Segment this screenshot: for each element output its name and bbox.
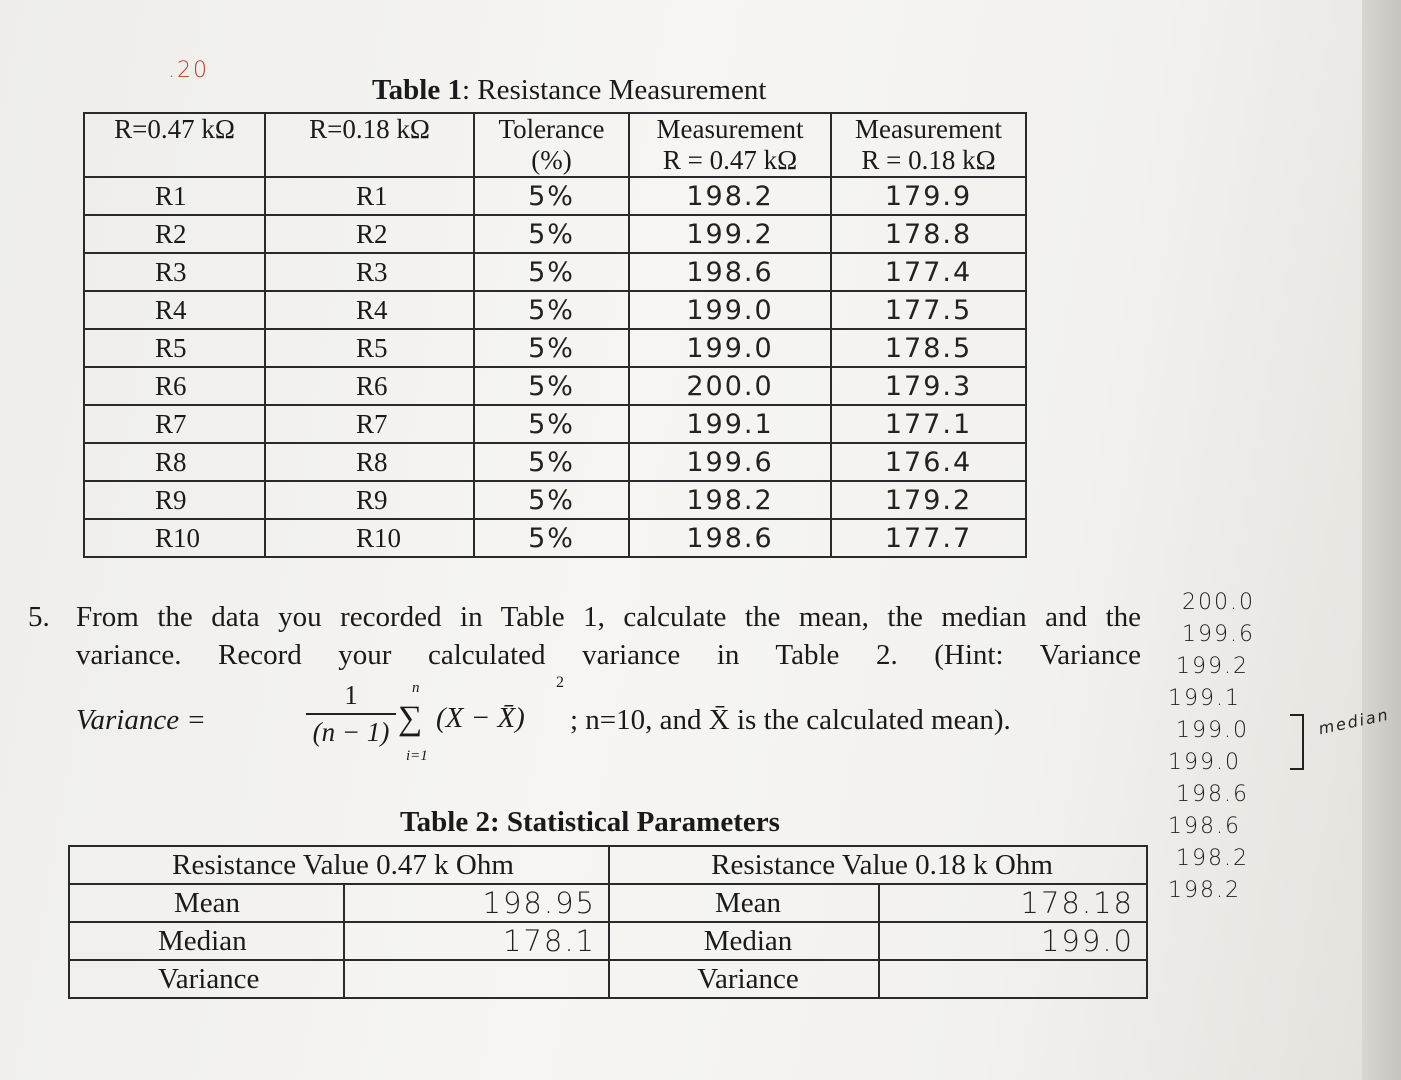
margin-note-value: 198.6 — [1168, 814, 1241, 839]
measurement-018: 177.4 — [831, 253, 1026, 291]
tolerance-value: 5% — [474, 443, 629, 481]
stat-label-018: Median — [609, 922, 879, 960]
resistor-label-018: R9 — [265, 481, 474, 519]
resistor-label-018: R10 — [265, 519, 474, 557]
variance-formula — [76, 674, 1076, 770]
stat-value-018: 178.18 — [879, 884, 1147, 922]
measurement-018: 179.3 — [831, 367, 1026, 405]
resistor-label-047: R2 — [84, 215, 265, 253]
table1-caption-bold: Table 1 — [372, 74, 462, 106]
measurement-018: 179.2 — [831, 481, 1026, 519]
margin-note-value: 200.0 — [1182, 590, 1255, 615]
stat-value-018: 199.0 — [879, 922, 1147, 960]
margin-note-value: 198.6 — [1176, 782, 1249, 807]
resistor-label-018: R3 — [265, 253, 474, 291]
measurement-047: 198.6 — [629, 519, 831, 557]
tolerance-value: 5% — [474, 367, 629, 405]
measurement-047: 199.0 — [629, 329, 831, 367]
table-row — [84, 519, 1026, 557]
median-note: median — [1316, 704, 1392, 739]
tolerance-value: 5% — [474, 481, 629, 519]
tolerance-value: 5% — [474, 519, 629, 557]
measurement-047: 198.2 — [629, 481, 831, 519]
resistor-label-018: R2 — [265, 215, 474, 253]
table1-caption — [372, 74, 766, 107]
stat-value-018 — [879, 960, 1147, 998]
stat-label-018: Variance — [609, 960, 879, 998]
median-bracket — [1290, 714, 1304, 770]
measurement-047: 198.6 — [629, 253, 831, 291]
handwritten-correction: .20 — [168, 58, 209, 83]
measurement-018: 177.1 — [831, 405, 1026, 443]
margin-note-value: 198.2 — [1168, 878, 1241, 903]
resistor-label-047: R10 — [84, 519, 265, 557]
resistor-label-047: R6 — [84, 367, 265, 405]
measurement-018: 179.9 — [831, 177, 1026, 215]
resistor-label-018: R5 — [265, 329, 474, 367]
table-row — [84, 253, 1026, 291]
statistics-table — [68, 845, 1148, 999]
resistor-label-047: R8 — [84, 443, 265, 481]
stat-value-047 — [344, 960, 609, 998]
resistor-label-018: R6 — [265, 367, 474, 405]
fraction-bar — [306, 713, 396, 715]
formula-exponent: 2 — [556, 674, 564, 691]
tolerance-value: 5% — [474, 215, 629, 253]
tolerance-value: 5% — [474, 177, 629, 215]
tolerance-value: 5% — [474, 329, 629, 367]
measurement-018: 178.5 — [831, 329, 1026, 367]
resistor-label-047: R1 — [84, 177, 265, 215]
stat-value-047: 198.95 — [344, 884, 609, 922]
sum-upper-limit: n — [412, 680, 420, 696]
measurement-047: 199.6 — [629, 443, 831, 481]
header-r018: R=0.18 kΩ — [265, 113, 474, 177]
resistor-label-047: R3 — [84, 253, 265, 291]
stat-label-018: Mean — [609, 884, 879, 922]
tolerance-value: 5% — [474, 291, 629, 329]
table-row — [84, 443, 1026, 481]
table1-caption-rest: : Resistance Measurement — [462, 74, 767, 106]
margin-note-value: 199.0 — [1168, 750, 1241, 775]
stat-label-047: Median — [69, 922, 344, 960]
question-line-2: variance. Record your calculated variance in Table 2. (Hint: Variance — [76, 639, 1141, 671]
stat-label-047: Mean — [69, 884, 344, 922]
margin-note-value: 199.0 — [1176, 718, 1249, 743]
measurement-018: 178.8 — [831, 215, 1026, 253]
measurement-018: 177.5 — [831, 291, 1026, 329]
resistor-label-018: R1 — [265, 177, 474, 215]
resistor-label-047: R9 — [84, 481, 265, 519]
measurement-047: 198.2 — [629, 177, 831, 215]
header-measurement-018: Measurement R = 0.18 kΩ — [831, 113, 1026, 177]
formula-term: (X − X̄) — [436, 702, 525, 734]
question-number: 5. — [28, 601, 50, 633]
margin-note-value: 198.2 — [1176, 846, 1249, 871]
resistor-label-047: R7 — [84, 405, 265, 443]
resistor-label-018: R7 — [265, 405, 474, 443]
measurement-047: 199.0 — [629, 291, 831, 329]
measurement-018: 176.4 — [831, 443, 1026, 481]
formula-fraction — [306, 680, 396, 748]
resistance-table — [83, 112, 1027, 558]
table-row — [84, 405, 1026, 443]
table-row — [84, 291, 1026, 329]
measurement-047: 199.2 — [629, 215, 831, 253]
measurement-047: 200.0 — [629, 367, 831, 405]
formula-numerator: 1 — [344, 680, 358, 710]
margin-note-value: 199.6 — [1182, 622, 1255, 647]
sigma-symbol: ∑ — [398, 700, 423, 737]
table-row — [84, 215, 1026, 253]
header-018: Resistance Value 0.18 k Ohm — [609, 846, 1147, 884]
resistor-label-047: R4 — [84, 291, 265, 329]
measurement-047: 199.1 — [629, 405, 831, 443]
formula-rest: ; n=10, and X̄ is the calculated mean). — [570, 704, 1011, 736]
table-row — [84, 329, 1026, 367]
table-row — [84, 367, 1026, 405]
measurement-018: 177.7 — [831, 519, 1026, 557]
header-r047: R=0.47 kΩ — [84, 113, 265, 177]
table-row — [84, 481, 1026, 519]
question-line-1: From the data you recorded in Table 1, calculate the mean, the median and the — [76, 601, 1141, 633]
formula-denominator: (n − 1) — [312, 717, 390, 747]
resistor-label-018: R8 — [265, 443, 474, 481]
margin-note-value: 199.1 — [1168, 686, 1241, 711]
tolerance-value: 5% — [474, 253, 629, 291]
stat-value-047: 178.1 — [344, 922, 609, 960]
table-row — [69, 960, 1147, 998]
stat-label-047: Variance — [69, 960, 344, 998]
table-row — [69, 922, 1147, 960]
header-tolerance: Tolerance (%) — [474, 113, 629, 177]
paper-edge — [1362, 0, 1401, 1080]
tolerance-value: 5% — [474, 405, 629, 443]
table-row — [84, 177, 1026, 215]
resistor-label-047: R5 — [84, 329, 265, 367]
margin-note-value: 199.2 — [1176, 654, 1249, 679]
table2-caption: Table 2: Statistical Parameters — [400, 806, 780, 838]
header-measurement-047: Measurement R = 0.47 kΩ — [629, 113, 831, 177]
sum-lower-limit: i=1 — [406, 748, 428, 764]
resistor-label-018: R4 — [265, 291, 474, 329]
table-row — [69, 884, 1147, 922]
header-047: Resistance Value 0.47 k Ohm — [69, 846, 609, 884]
formula-label: Variance = — [76, 704, 206, 736]
